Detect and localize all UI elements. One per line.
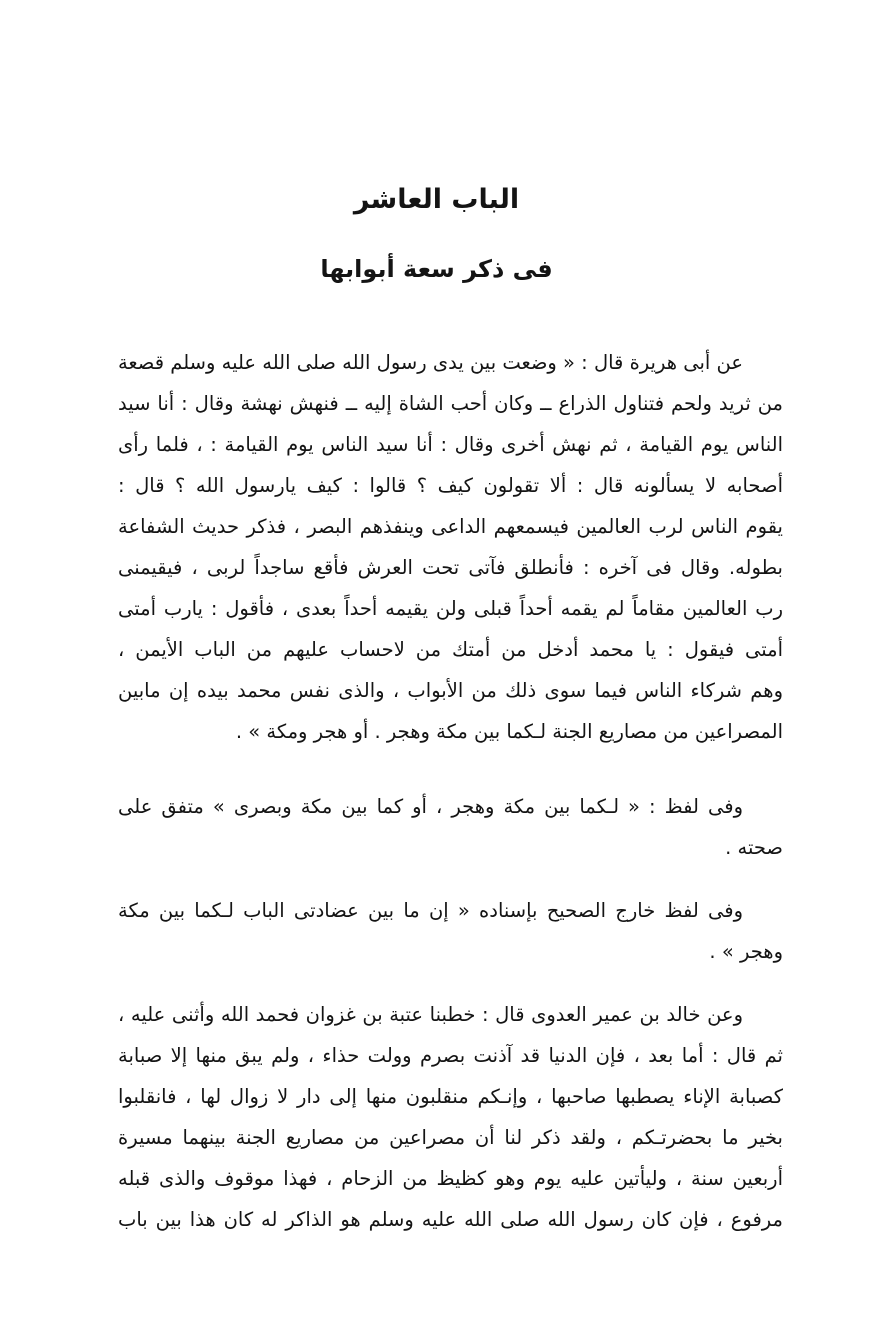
text-line: وهجر » .: [709, 940, 783, 963]
text-line: من ثريد ولحم فتناول الذراع ــ وكان أحب الشاة إليه ــ فنهش نهشة وقال : أنا سيد: [118, 392, 783, 415]
paragraph-abu-hurayra: [118, 342, 783, 752]
paragraph-khalid-ibn-umayr: [118, 994, 783, 1240]
text-line: يقوم الناس لرب العالمين فيسمعهم الداعى وينفذهم البصر ، فذكر حديث الشفاعة: [118, 515, 783, 538]
text-line: بخير ما بحضرتـكم ، ولقد ذكر لنا أن مصراعين من مصاريع الجنة بينهما مسيرة: [118, 1126, 783, 1149]
text-line: صحته .: [725, 836, 783, 859]
text-line: عن أبى هريرة قال : « وضعت بين يدى رسول الله صلى الله عليه وسلم قصعة: [118, 351, 743, 374]
text-line: المصراعين من مصاريع الجنة لـكما بين مكة وهجر . أو هجر ومكة » .: [235, 720, 783, 743]
text-line: كصبابة الإناء يصطبها صاحبها ، وإنـكم منقلبون منها إلى دار لا زوال لها ، فانقلبوا: [118, 1085, 783, 1108]
text-line: الناس يوم القيامة ، ثم نهش أخرى وقال : أنا سيد الناس يوم القيامة : ، فلما رأى: [118, 433, 783, 456]
text-line: وهم شركاء الناس فيما سوى ذلك من الأبواب ، والذى نفس محمد بيده إن مابين: [118, 679, 783, 702]
chapter-subtitle: فى ذكر سعة أبوابها: [320, 255, 553, 283]
text-line: وفى لفظ خارج الصحيح بإسناده « إن ما بين عضادتى الباب لـكما بين مكة: [118, 899, 743, 922]
text-line: مرفوع ، فإن كان رسول الله صلى الله عليه وسلم هو الذاكر له كان هذا بين باب: [118, 1208, 783, 1231]
text-line: وفى لفظ : « لـكما بين مكة وهجر ، أو كما بين مكة وبصرى » متفق على: [118, 795, 743, 818]
text-line: أمتى فيقول : يا محمد أدخل من أمتك من لاحساب عليهم من الباب الأيمن ،: [118, 638, 783, 661]
text-line: أربعين سنة ، وليأتين عليه يوم وهو كظيظ من الزحام ، فهذا موقوف والذى قبله: [118, 1167, 783, 1190]
text-line: بطوله. وقال فى آخره : فأنطلق فآتى تحت العرش فأقع ساجداً لربى ، فيقيمنى: [118, 556, 783, 579]
paragraph-other-wording: [118, 786, 783, 868]
text-line: وعن خالد بن عمير العدوى قال : خطبنا عتبة بن غزوان فحمد الله وأثنى عليه ،: [118, 1003, 743, 1026]
chapter-title: الباب العاشر: [353, 184, 520, 215]
text-line: رب العالمين مقاماً لم يقمه أحداً قبلى ولن يقيمه أحداً بعدى ، فأقول : يارب أمتى: [118, 597, 783, 620]
paragraph-outside-sahih: [118, 890, 783, 972]
text-line: ثم قال : أما بعد ، فإن الدنيا قد آذنت بصرم وولت حذاء ، ولم يبق منها إلا صبابة: [118, 1044, 783, 1067]
text-line: أصحابه لا يسألونه قال : ألا تقولون كيف ؟ قالوا : كيف يارسول الله ؟ قال :: [118, 474, 783, 497]
